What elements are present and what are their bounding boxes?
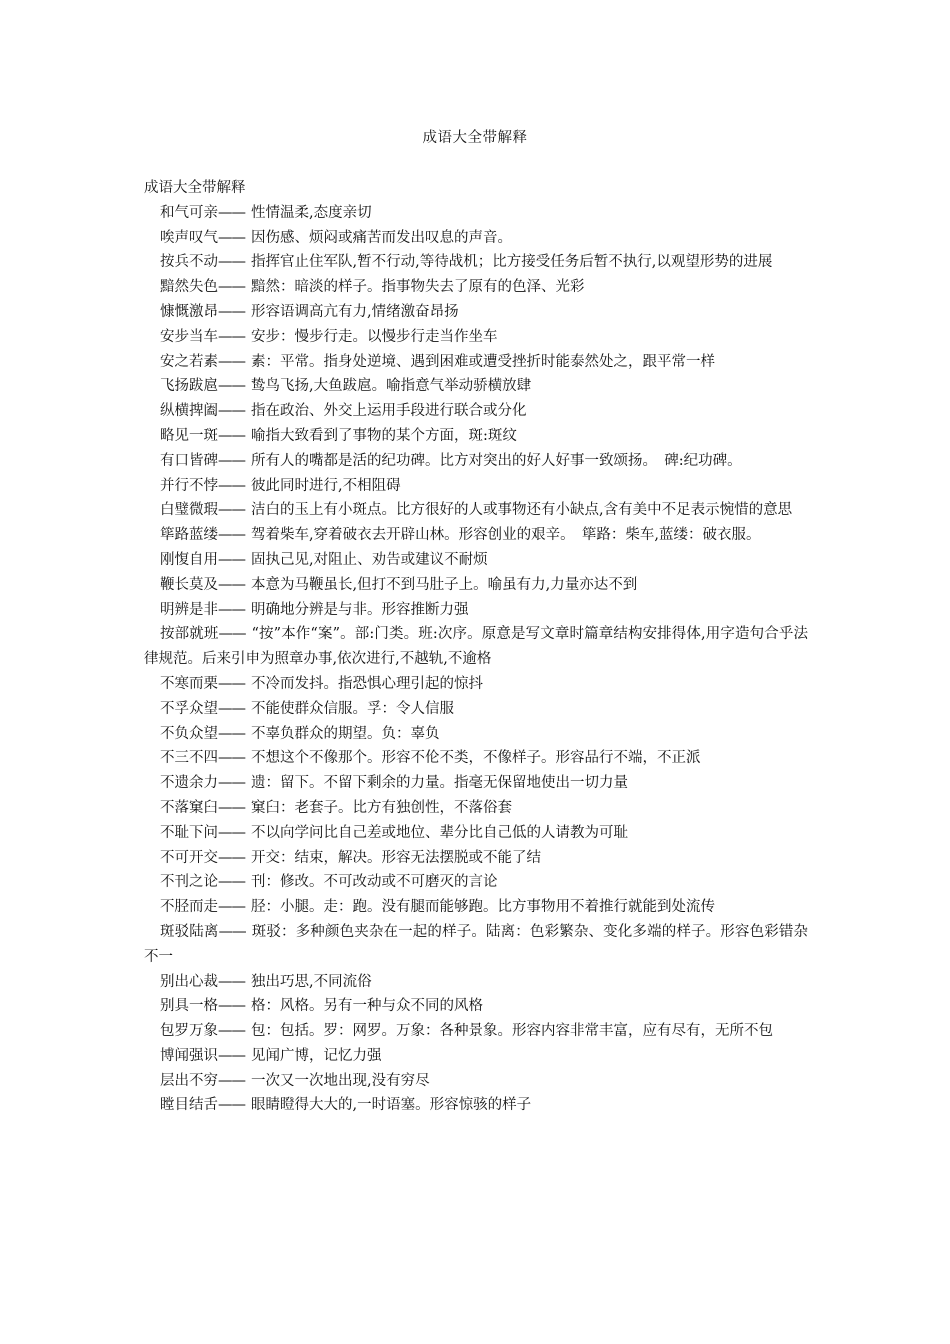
idiom-separator: —— [218,378,245,395]
idiom-separator: —— [218,998,245,1015]
idiom-term: 不寒而栗 [160,675,218,692]
idiom-term: 不可开交 [160,849,218,866]
idiom-term: 筚路蓝缕 [160,527,218,544]
idiom-definition: 素：平常。指身处逆境、遇到困难或遭受挫折时能泰然处之，跟平常一样 [251,353,715,370]
idiom-definition: “按”本作“案”。部:门类。班:次序。原意是写文章时篇章结构安排得体,用字造句合乎法律规范。后来引申为照章办事,依次进行,不越轨,不逾格 [144,626,809,668]
idiom-term: 包罗万象 [160,1023,218,1040]
idiom-separator: —— [218,923,246,940]
idiom-term: 别出心裁 [160,973,218,990]
idiom-definition: 胫：小腿。走：跑。没有腿而能够跑。比方事物用不着推行就能到处流传 [251,899,715,916]
document-title: 成语大全带解释 [422,130,528,146]
idiom-separator: —— [218,254,245,271]
idiom-entry [144,498,808,523]
idiom-separator: —— [218,502,245,519]
idiom-definition: 格：风格。另有一种与众不同的风格 [251,998,483,1015]
idiom-definition: 不想这个不像那个。形容不伦不类，不像样子。形容品行不端，不正派 [251,750,701,767]
idiom-term: 和气可亲 [160,204,218,221]
idiom-definition: 固执己见,对阻止、劝告或建议不耐烦 [251,551,488,568]
idiom-term: 层出不穷 [160,1072,218,1089]
idiom-definition: 指挥官止住军队,暂不行动,等待战机；比方接受任务后暂不执行,以观望形势的进展 [251,254,773,271]
idiom-definition: 不辜负群众的期望。负：辜负 [251,725,440,742]
idiom-entry [144,325,808,350]
idiom-entry [144,994,808,1019]
idiom-separator: —— [218,824,245,841]
idiom-definition: 一次又一次地出现,没有穷尽 [251,1072,430,1089]
idiom-definition: 不冷而发抖。指恐惧心理引起的惊抖 [251,675,483,692]
idiom-term: 不负众望 [160,725,218,742]
idiom-definition: 所有人的嘴都是活的纪功碑。比方对突出的好人好事一致颂扬。 碑:纪功碑。 [251,452,742,469]
idiom-term: 刚愎自用 [160,551,218,568]
idiom-definition: 斑驳：多种颜色夹杂在一起的样子。陆离：色彩繁杂、变化多端的样子。形容色彩错杂不一 [144,923,809,965]
idiom-entry [144,226,808,251]
idiom-definition: 开交：结束，解决。形容无法摆脱或不能了结 [251,849,541,866]
idiom-term: 鞭长莫及 [160,576,218,593]
idiom-definition: 指在政治、外交上运用手段进行联合或分化 [251,403,527,420]
idiom-term: 不遗余力 [160,775,218,792]
idiom-entry [144,598,808,623]
idiom-entry [144,1019,808,1044]
idiom-entry [144,870,808,895]
idiom-entry [144,697,808,722]
idiom-separator: —— [218,229,245,246]
idiom-term: 按部就班 [160,626,219,643]
idiom-definition: 安步：慢步行走。以慢步行走当作坐车 [251,328,498,345]
idiom-term: 不胫而走 [160,899,218,916]
idiom-term: 按兵不动 [160,254,218,271]
idiom-separator: —— [218,1097,245,1114]
idiom-separator: —— [218,279,245,296]
idiom-term: 别具一格 [160,998,218,1015]
idiom-term: 慷慨激昂 [160,303,218,320]
idiom-entry [144,548,808,573]
idiom-definition: 遗：留下。不留下剩余的力量。指毫无保留地使出一切力量 [251,775,628,792]
idiom-entry [144,201,808,226]
idiom-term: 飞扬跋扈 [160,378,218,395]
idiom-separator: —— [218,427,245,444]
idiom-definition: 鸷鸟飞扬,大鱼跋扈。喻指意气举动骄横放肆 [251,378,532,395]
idiom-definition: 不能使群众信服。孚：令人信服 [251,700,454,717]
idiom-term: 博闻强识 [160,1047,218,1064]
idiom-term: 略见一斑 [160,427,218,444]
idiom-definition: 因伤感、烦闷或痛苦而发出叹息的声音。 [251,229,512,246]
idiom-separator: —— [218,303,245,320]
idiom-entry [144,1069,808,1094]
idiom-term: 不刊之论 [160,874,218,891]
idiom-term: 有口皆碑 [160,452,218,469]
idiom-separator: —— [218,750,245,767]
idiom-term: 斑驳陆离 [160,923,219,940]
idiom-entry [144,895,808,920]
section-heading: 成语大全带解释 [144,180,246,196]
idiom-separator: —— [218,874,245,891]
idiom-separator: —— [218,700,245,717]
idiom-definition: 见闻广博，记忆力强 [251,1047,382,1064]
idiom-separator: —— [218,725,245,742]
idiom-definition: 性情温柔,态度亲切 [251,204,372,221]
idiom-entry [144,746,808,771]
idiom-entry [144,523,808,548]
document-body [144,176,808,1118]
idiom-definition: 喻指大致看到了事物的某个方面，斑:斑纹 [251,427,517,444]
idiom-separator: —— [218,1023,245,1040]
idiom-separator: —— [218,899,245,916]
idiom-definition: 形容语调高亢有力,情绪激奋昂扬 [251,303,459,320]
idiom-separator: —— [218,328,245,345]
idiom-entry [144,970,808,995]
idiom-term: 唉声叹气 [160,229,218,246]
idiom-separator: —— [218,353,245,370]
idiom-entry [144,300,808,325]
idiom-separator: —— [218,477,245,494]
idiom-term: 白璧微瑕 [160,502,218,519]
idiom-entry [144,474,808,499]
idiom-separator: —— [218,775,245,792]
idiom-separator: —— [218,675,245,692]
idiom-entry [144,275,808,300]
idiom-definition: 本意为马鞭虽长,但打不到马肚子上。喻虽有力,力量亦达不到 [251,576,638,593]
idiom-term: 不落窠臼 [160,799,218,816]
idiom-list [144,201,808,1118]
idiom-definition: 窠臼：老套子。比方有独创性，不落俗套 [251,799,512,816]
idiom-definition: 洁白的玉上有小斑点。比方很好的人或事物还有小缺点,含有美中不足表示惋惜的意思 [251,502,793,519]
idiom-definition: 彼此同时进行,不相阻碍 [251,477,401,494]
idiom-definition: 黯然：暗淡的样子。指事物失去了原有的色泽、光彩 [251,279,585,296]
idiom-separator: —— [218,601,245,618]
idiom-term: 安之若素 [160,353,218,370]
idiom-separator: —— [218,799,245,816]
idiom-entry [144,424,808,449]
idiom-entry [144,399,808,424]
idiom-definition: 眼睛瞪得大大的,一时语塞。形容惊骇的样子 [251,1097,532,1114]
idiom-term: 不孚众望 [160,700,218,717]
idiom-term: 瞠目结舌 [160,1097,218,1114]
idiom-term: 明辨是非 [160,601,218,618]
idiom-term: 黯然失色 [160,279,218,296]
idiom-entry [144,771,808,796]
idiom-definition: 刊：修改。不可改动或不可磨灭的言论 [251,874,498,891]
idiom-entry [144,722,808,747]
idiom-separator: —— [218,551,245,568]
idiom-entry [144,920,808,970]
idiom-separator: —— [218,973,245,990]
idiom-term: 并行不悖 [160,477,218,494]
idiom-definition: 驾着柴车,穿着破衣去开辟山林。形容创业的艰辛。 筚路：柴车,蓝缕：破衣服。 [251,527,761,544]
idiom-entry [144,374,808,399]
idiom-separator: —— [218,626,246,643]
idiom-separator: —— [218,452,245,469]
idiom-entry [144,622,808,672]
idiom-entry [144,449,808,474]
idiom-separator: —— [218,403,245,420]
idiom-separator: —— [218,849,245,866]
idiom-definition: 包：包括。罗：网罗。万象：各种景象。形容内容非常丰富，应有尽有，无所不包 [251,1023,773,1040]
idiom-entry [144,573,808,598]
idiom-definition: 明确地分辨是与非。形容推断力强 [251,601,469,618]
idiom-entry [144,1044,808,1069]
idiom-entry [144,1093,808,1118]
idiom-entry [144,796,808,821]
idiom-separator: —— [218,576,245,593]
idiom-entry [144,846,808,871]
idiom-separator: —— [218,527,245,544]
idiom-entry [144,250,808,275]
idiom-definition: 不以向学问比自己差或地位、辈分比自己低的人请教为可耻 [251,824,628,841]
idiom-entry [144,821,808,846]
idiom-definition: 独出巧思,不同流俗 [251,973,372,990]
idiom-entry [144,672,808,697]
idiom-separator: —— [218,204,245,221]
idiom-term: 安步当车 [160,328,218,345]
idiom-entry [144,350,808,375]
idiom-separator: —— [218,1072,245,1089]
idiom-term: 不三不四 [160,750,218,767]
idiom-term: 不耻下问 [160,824,218,841]
idiom-term: 纵横捭阖 [160,403,218,420]
idiom-separator: —— [218,1047,245,1064]
